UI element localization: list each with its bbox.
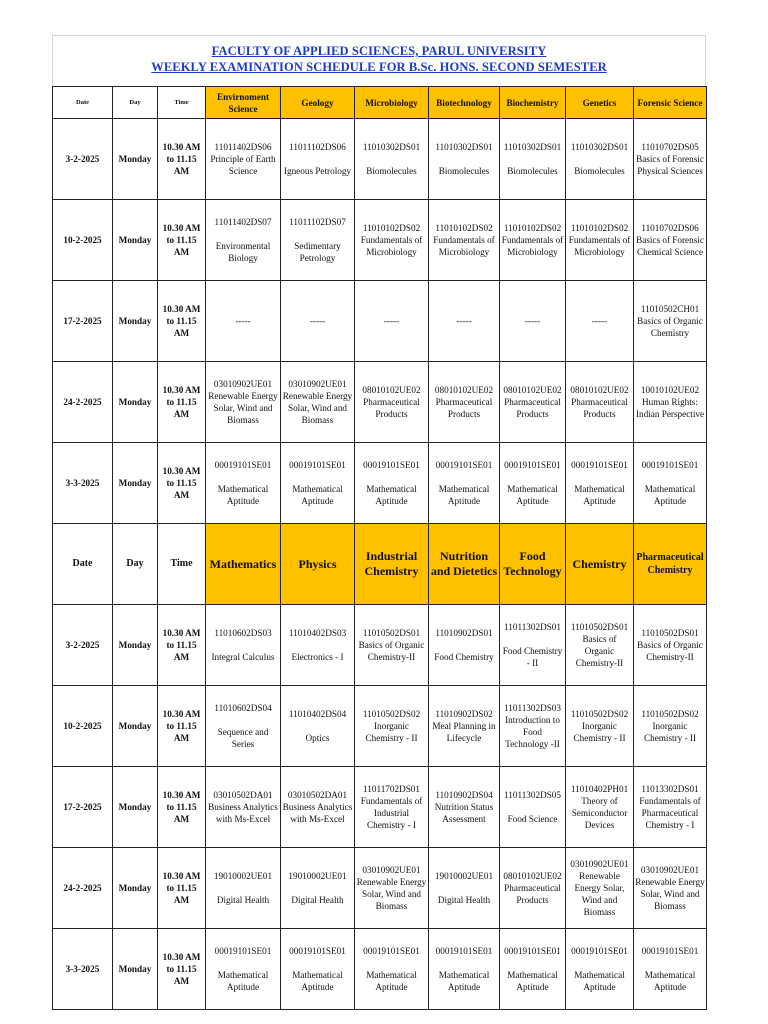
course-subject: Fundamentals of Microbiology: [360, 235, 423, 257]
header-subject: Chemistry: [566, 524, 634, 605]
course-code: 08010102UE02: [503, 385, 562, 395]
course-code: 03010902UE01: [570, 859, 629, 869]
cell-day: Monday: [113, 686, 158, 767]
course-code: 11011302DS03: [504, 703, 561, 713]
header-row: [53, 87, 707, 119]
cell-day: Monday: [113, 767, 158, 848]
course-subject: Environmental Biology: [215, 241, 271, 263]
header-row: [53, 524, 707, 605]
title-line-2: WEEKLY EXAMINATION SCHEDULE FOR B.Sc. HONS. SECOND SEMESTER: [151, 60, 607, 74]
course-code: 11010302DS01: [362, 142, 421, 152]
schedule-table: [52, 86, 707, 1010]
table-row: [53, 281, 707, 362]
course-code: 00019101SE01: [504, 946, 561, 956]
header-date: Date: [53, 87, 113, 119]
course-code: 00019101SE01: [571, 946, 628, 956]
course-subject: Pharmaceutical Products: [363, 397, 420, 419]
course-code: 11010402DS04: [288, 709, 347, 719]
cell-exam: [634, 200, 707, 281]
header-subject: Pharmaceutical Chemistry: [634, 524, 707, 605]
course-code: 00019101SE01: [641, 460, 699, 470]
header-date: Date: [53, 524, 113, 605]
course-code: 11010702DS06: [641, 223, 699, 233]
table-row: [53, 767, 707, 848]
cell-date: 3-2-2025: [53, 119, 113, 200]
cell-exam: [206, 605, 281, 686]
table-row: [53, 605, 707, 686]
cell-exam: [500, 200, 566, 281]
course-subject: Food Science: [507, 814, 558, 824]
course-code: 11010602DS03: [214, 628, 272, 638]
cell-exam: [429, 848, 500, 929]
course-code: 00019101SE01: [214, 946, 272, 956]
course-code: 08010102UE02: [434, 385, 494, 395]
cell-exam: [429, 605, 500, 686]
course-subject: Basics of Forensic Chemical Science: [636, 235, 704, 257]
course-subject: Nutrition Status Assessment: [434, 802, 494, 824]
cell-exam: [429, 767, 500, 848]
course-subject: Biomolecules: [366, 166, 417, 176]
cell-time: 10.30 AM to 11.15 AM: [158, 686, 206, 767]
cell-day: Monday: [113, 929, 158, 1010]
cell-time: 10.30 AM to 11.15 AM: [158, 200, 206, 281]
course-subject: Optics: [305, 733, 330, 743]
cell-exam: [500, 686, 566, 767]
table-row: [53, 848, 707, 929]
course-subject: Sequence and Series: [217, 727, 269, 749]
course-subject: Mathematical Aptitude: [366, 484, 417, 506]
course-subject: -----: [591, 316, 608, 326]
course-subject: Pharmaceutical Products: [571, 397, 628, 419]
header-subject: Physics: [281, 524, 355, 605]
cell-date: 10-2-2025: [53, 686, 113, 767]
cell-exam: [281, 929, 355, 1010]
course-subject: Food Chemistry: [434, 652, 494, 662]
cell-time: 10.30 AM to 11.15 AM: [158, 848, 206, 929]
cell-exam: [429, 362, 500, 443]
cell-date: 3-3-2025: [53, 443, 113, 524]
cell-exam: [634, 848, 707, 929]
header-subject: Microbiology: [355, 87, 429, 119]
cell-exam: [281, 686, 355, 767]
cell-exam: [355, 281, 429, 362]
cell-exam: [206, 929, 281, 1010]
cell-exam: [429, 281, 500, 362]
course-code: 11011402DS07: [214, 217, 272, 227]
schedule-sheet: [52, 35, 706, 1010]
course-subject: Principle of Earth Science: [210, 154, 276, 176]
cell-exam: [500, 362, 566, 443]
course-subject: Sedimentary Petrology: [294, 241, 341, 263]
course-code: 00019101SE01: [363, 460, 420, 470]
cell-exam: [206, 848, 281, 929]
course-subject: Fundamentals of Microbiology: [433, 235, 495, 257]
header-time: Time: [158, 87, 206, 119]
course-code: 19010002UE01: [288, 871, 347, 881]
cell-day: Monday: [113, 443, 158, 524]
cell-time: 10.30 AM to 11.15 AM: [158, 119, 206, 200]
cell-exam: [500, 605, 566, 686]
course-subject: Mathematical Aptitude: [292, 970, 343, 992]
cell-exam: [355, 605, 429, 686]
header-subject: Biochemistry: [500, 87, 566, 119]
course-code: 11010702DS05: [641, 142, 699, 152]
cell-exam: [566, 281, 634, 362]
course-subject: -----: [524, 316, 541, 326]
cell-exam: [206, 119, 281, 200]
course-subject: Mathematical Aptitude: [292, 484, 343, 506]
header-time: Time: [158, 524, 206, 605]
course-code: 11011302DS01: [504, 622, 561, 632]
cell-time: 10.30 AM to 11.15 AM: [158, 929, 206, 1010]
course-code: 11010602DS04: [214, 703, 272, 713]
cell-date: 3-3-2025: [53, 929, 113, 1010]
course-code: 08010102UE02: [362, 385, 421, 395]
course-code: 11010902DS02: [435, 709, 493, 719]
course-code: 00019101SE01: [435, 460, 493, 470]
header-subject: Food Technology: [500, 524, 566, 605]
course-code: 03010902UE01: [362, 865, 421, 875]
cell-exam: [281, 200, 355, 281]
course-code: 11010302DS01: [570, 142, 629, 152]
course-subject: Renewable Energy Solar, Wind and Biomass: [574, 871, 625, 917]
header-subject: Genetics: [566, 87, 634, 119]
course-code: 03010902UE01: [213, 379, 273, 389]
cell-exam: [634, 362, 707, 443]
cell-time: 10.30 AM to 11.15 AM: [158, 362, 206, 443]
course-subject: Fundamentals of Pharmaceutical Chemistry - I: [639, 796, 701, 830]
course-code: 08010102UE02: [503, 871, 562, 881]
cell-exam: [281, 281, 355, 362]
cell-time: 10.30 AM to 11.15 AM: [158, 605, 206, 686]
table-row: [53, 443, 707, 524]
cell-exam: [281, 767, 355, 848]
cell-exam: [634, 767, 707, 848]
course-subject: Mathematical Aptitude: [217, 970, 269, 992]
course-subject: Inorganic Chemistry - II: [365, 721, 418, 743]
cell-exam: [355, 848, 429, 929]
course-subject: Renewable Energy Solar, Wind and Biomass: [282, 391, 353, 425]
course-code: 19010002UE01: [213, 871, 273, 881]
cell-exam: [429, 443, 500, 524]
cell-exam: [281, 848, 355, 929]
course-code: 11010902DS01: [435, 628, 493, 638]
course-code: 03010902UE01: [288, 379, 347, 389]
cell-exam: [355, 929, 429, 1010]
course-code: 11010102DS02: [503, 223, 562, 233]
course-subject: Renewable Energy Solar, Wind and Biomass: [635, 877, 705, 911]
cell-exam: [500, 119, 566, 200]
header-subject: Biotechnology: [429, 87, 500, 119]
header-subject: Nutrition and Dietetics: [429, 524, 500, 605]
cell-day: Monday: [113, 119, 158, 200]
course-subject: Mathematical Aptitude: [217, 484, 269, 506]
table-row: [53, 929, 707, 1010]
cell-exam: [206, 443, 281, 524]
course-subject: Mathematical Aptitude: [644, 970, 696, 992]
course-code: 00019101SE01: [289, 946, 346, 956]
course-code: 11010502DS01: [570, 622, 629, 632]
cell-date: 24-2-2025: [53, 362, 113, 443]
cell-exam: [566, 119, 634, 200]
course-subject: Meal Planning in Lifecycle: [432, 721, 496, 743]
course-subject: Renewable Energy Solar, Wind and Biomass: [356, 877, 427, 911]
course-subject: Basics of Organic Chemistry: [637, 316, 703, 338]
cell-exam: [355, 767, 429, 848]
course-subject: Integral Calculus: [211, 652, 275, 662]
course-subject: Mathematical Aptitude: [366, 970, 417, 992]
cell-time: 10.30 AM to 11.15 AM: [158, 281, 206, 362]
cell-exam: [206, 281, 281, 362]
course-code: 11010302DS01: [503, 142, 562, 152]
course-code: 03010502DA01: [213, 790, 273, 800]
course-subject: Fundamentals of Industrial Chemistry - I: [360, 796, 423, 830]
course-subject: Basics of Forensic Physical Sciences: [636, 154, 704, 176]
course-code: 11010102DS02: [570, 223, 629, 233]
course-code: 11010502DS02: [641, 709, 699, 719]
course-code: 11011302DS05: [504, 790, 561, 800]
cell-exam: [206, 200, 281, 281]
course-code: 11010102DS02: [362, 223, 421, 233]
course-subject: Pharmaceutical Products: [435, 397, 493, 419]
cell-exam: [500, 443, 566, 524]
course-code: 19010002UE01: [434, 871, 494, 881]
cell-exam: [566, 605, 634, 686]
course-subject: Human Rights: Indian Perspective: [635, 397, 705, 419]
cell-exam: [566, 767, 634, 848]
course-subject: Mathematical Aptitude: [507, 970, 558, 992]
cell-exam: [429, 929, 500, 1010]
cell-exam: [634, 443, 707, 524]
course-code: 11010502DS01: [641, 628, 699, 638]
course-code: 03010902UE01: [640, 865, 700, 875]
table-row: [53, 362, 707, 443]
course-subject: Electronics - I: [291, 652, 344, 662]
table-row: [53, 119, 707, 200]
cell-date: 17-2-2025: [53, 281, 113, 362]
course-subject: Biomolecules: [574, 166, 625, 176]
table-row: [53, 200, 707, 281]
course-code: 11010502DS02: [362, 709, 421, 719]
course-code: 11010502DS02: [570, 709, 629, 719]
course-subject: Mathematical Aptitude: [574, 484, 625, 506]
cell-exam: [634, 929, 707, 1010]
header-subject: Industrial Chemistry: [355, 524, 429, 605]
course-subject: -----: [235, 316, 251, 326]
header-subject: Mathematics: [206, 524, 281, 605]
course-subject: Inorganic Chemistry - II: [573, 721, 626, 743]
cell-exam: [566, 443, 634, 524]
course-subject: Biomolecules: [438, 166, 490, 176]
course-code: 03010502DA01: [287, 790, 348, 800]
course-subject: -----: [383, 316, 400, 326]
course-subject: Mathematical Aptitude: [574, 970, 625, 992]
course-code: 11010502DS01: [362, 628, 421, 638]
course-subject: Fundamentals of Microbiology: [501, 235, 564, 257]
course-code: 11011102DS07: [289, 217, 346, 227]
course-code: 10010102UE02: [640, 385, 700, 395]
cell-exam: [206, 767, 281, 848]
course-code: 00019101SE01: [435, 946, 493, 956]
cell-exam: [429, 200, 500, 281]
course-code: 11011402DS06: [214, 142, 272, 152]
cell-exam: [634, 605, 707, 686]
cell-exam: [566, 200, 634, 281]
cell-day: Monday: [113, 605, 158, 686]
course-subject: Mathematical Aptitude: [507, 484, 558, 506]
course-subject: Theory of Semiconductor Devices: [571, 796, 628, 830]
title-block: [52, 35, 706, 86]
cell-exam: [566, 848, 634, 929]
cell-exam: [429, 686, 500, 767]
cell-exam: [634, 119, 707, 200]
course-subject: Pharmaceutical Products: [504, 397, 561, 419]
course-subject: Pharmaceutical Products: [504, 883, 561, 905]
course-code: 11010402DS03: [288, 628, 347, 638]
cell-exam: [355, 119, 429, 200]
cell-exam: [429, 119, 500, 200]
header-day: Day: [113, 524, 158, 605]
course-code: 11010902DS04: [435, 790, 493, 800]
cell-exam: [566, 929, 634, 1010]
course-code: 00019101SE01: [363, 946, 420, 956]
cell-exam: [355, 200, 429, 281]
course-code: 00019101SE01: [504, 460, 561, 470]
course-subject: Introduction to Food Technology -II: [505, 715, 560, 749]
cell-exam: [566, 686, 634, 767]
course-code: 11011702DS01: [363, 784, 420, 794]
cell-exam: [566, 362, 634, 443]
course-code: 11010102DS02: [435, 223, 493, 233]
cell-time: 10.30 AM to 11.15 AM: [158, 443, 206, 524]
cell-exam: [355, 443, 429, 524]
course-code: 11010302DS01: [435, 142, 493, 152]
cell-exam: [206, 686, 281, 767]
cell-date: 17-2-2025: [53, 767, 113, 848]
cell-date: 3-2-2025: [53, 605, 113, 686]
course-subject: Business Analytics with Ms-Excel: [208, 802, 278, 824]
course-subject: -----: [309, 316, 326, 326]
course-subject: Digital Health: [291, 895, 344, 905]
cell-exam: [500, 929, 566, 1010]
course-subject: Basics of Organic Chemistry-II: [358, 640, 425, 662]
cell-exam: [634, 686, 707, 767]
course-subject: Food Chemistry - II: [502, 646, 563, 668]
cell-exam: [206, 362, 281, 443]
course-code: 00019101SE01: [289, 460, 346, 470]
course-code: 11010502CH01: [640, 304, 700, 314]
header-subject: Forensic Science: [634, 87, 707, 119]
cell-exam: [281, 605, 355, 686]
cell-day: Monday: [113, 362, 158, 443]
course-subject: Renewable Energy Solar, Wind and Biomass: [208, 391, 278, 425]
course-code: 00019101SE01: [641, 946, 699, 956]
course-code: 00019101SE01: [571, 460, 628, 470]
course-code: 11011102DS06: [289, 142, 346, 152]
cell-day: Monday: [113, 848, 158, 929]
cell-exam: [500, 848, 566, 929]
course-subject: Fundamentals of Microbiology: [568, 235, 631, 257]
cell-exam: [634, 281, 707, 362]
course-subject: Igneous Petrology: [283, 166, 352, 176]
title-line-1: FACULTY OF APPLIED SCIENCES, PARUL UNIVERSITY: [211, 44, 547, 58]
course-subject: Digital Health: [216, 895, 270, 905]
cell-exam: [281, 362, 355, 443]
cell-time: 10.30 AM to 11.15 AM: [158, 767, 206, 848]
header-subject: Geology: [281, 87, 355, 119]
course-subject: Digital Health: [437, 895, 491, 905]
course-code: 11013302DS01: [641, 784, 699, 794]
header-subject: Envirnoment Science: [206, 87, 281, 119]
cell-day: Monday: [113, 281, 158, 362]
cell-exam: [355, 686, 429, 767]
course-subject: Inorganic Chemistry - II: [643, 721, 697, 743]
course-subject: Mathematical Aptitude: [644, 484, 696, 506]
cell-exam: [355, 362, 429, 443]
course-subject: Basics of Organic Chemistry-II: [637, 640, 703, 662]
course-code: 11010402PH01: [570, 784, 629, 794]
course-subject: Mathematical Aptitude: [438, 484, 490, 506]
course-code: 08010102UE02: [570, 385, 629, 395]
course-code: 00019101SE01: [214, 460, 272, 470]
cell-date: 24-2-2025: [53, 848, 113, 929]
cell-date: 10-2-2025: [53, 200, 113, 281]
table-row: [53, 686, 707, 767]
cell-exam: [281, 119, 355, 200]
course-subject: Mathematical Aptitude: [438, 970, 490, 992]
cell-exam: [281, 443, 355, 524]
cell-day: Monday: [113, 200, 158, 281]
course-subject: Business Analytics with Ms-Excel: [282, 802, 353, 824]
course-subject: Biomolecules: [507, 166, 558, 176]
cell-exam: [500, 767, 566, 848]
cell-exam: [500, 281, 566, 362]
course-subject: -----: [456, 316, 472, 326]
header-day: Day: [113, 87, 158, 119]
course-subject: Basics of Organic Chemistry-II: [575, 634, 624, 668]
